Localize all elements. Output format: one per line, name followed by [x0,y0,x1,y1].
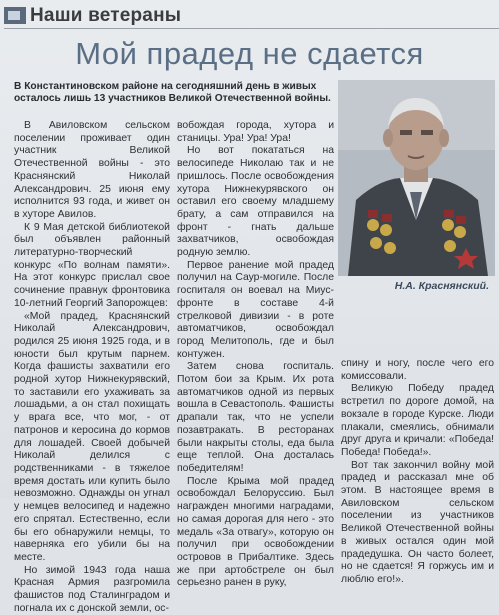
paragraph: После Крыма мой прадед освобождал Белоруссию. Был награжден многими наградами, но самая дорогая для него - это медаль «За отвагу», которую он получил при освобождении островов в Прибалтике. Здесь же при артобстреле он был серьезно ранен в руку, [177,475,334,589]
article-lead: В Константиновском районе на сегодняшний день в живых осталось лишь 13 участников Великой Отечественной войны. [14,81,331,105]
rubric-marker-inner [8,11,20,20]
section-rubric [4,4,499,29]
paragraph: Великую Победу прадед встретил по дороге домой, на вокзале в городе Курске. Люди плакали, смеялись, обнимали друг друга и кричали: «Победа! Победа! Победа!». [341,383,494,458]
paragraph: Но зимой 1943 года наша Красная Армия разгромила фашистов под Сталинградом и погнала их с донской земли, ос- [14,564,170,614]
rubric-title: Наши ветераны [30,5,182,26]
paragraph: В Авиловском сельском поселении проживает один участник Великой Отечественной войны - это Краснянский Николай Александрович. 25 июня ему исполнится 93 года, и живет он в хуторе Авилов. [14,120,170,220]
article-headline: Мой прадед не сдается [75,36,424,71]
paragraph: Первое ранение мой прадед получил на Саур-могиле. После госпиталя он воевал на Миус-фронте в составе 4-й стрелковой дивизии - в роте автоматчиков, освобождал город Мелитополь, где и был контужен. [177,259,334,360]
article-column-3 [341,358,494,585]
veteran-photo [338,80,495,276]
paragraph: вобождая города, хутора и станицы. Ура! Ура! Ура! [177,120,334,144]
photo-caption: Н.А. Краснянский. [394,280,489,292]
paragraph: Затем снова госпиталь. Потом бои за Крым. Их рота автоматчиков одной из первых вошла в Севастополь. Фашисты драпали так, что не успели позавтракать. В ресторанах были накрыты столы, еда была еще теплой. Она досталась победителям! [177,361,334,474]
paragraph: К 9 Мая детской библиотекой был объявлен районный литературно-творческий конкурс «По волнам памяти». На этот конкурс прислал свое сочинение правнук фронтовика 10-летний Георгий Запорожцев: [14,221,170,309]
paragraph: спину и ногу, после чего его комиссовали. [341,358,494,382]
paragraph: «Мой прадед, Краснянский Николай Александрович, родился 25 июня 1925 года, и в юности был крутым парнем. Когда фашисты захватили его родной хутор Нижнекурявский, то заставили его ухаживать за лошадьми, а он стал похищать у врага все, что мог, - от патронов и керосина до кормов для лошадей. Своей добычей Николай делился с родственниками - в тяжелое время достать или купить было невозможно. Однажды он угнал у немцев велосипед и надежно его спрятал. Естественно, если бы его обнаружили немцы, то наверняка его убили бы на месте. [14,310,170,563]
article-column-1 [14,120,170,614]
paragraph: Но вот покататься на велосипеде Николаю так и не пришлось. После освобождения хутора Нижнекурявского он оставил его своему младшему брату, а сам отправился на фронт - гнать дальше захватчиков, освобождая родную землю. [177,145,334,259]
paragraph: Вот так закончил войну мой прадед и рассказал мне об этом. В настоящее время в Авиловском сельском поселении из участников Великой Отечественной войны в живых остался один мой прадедушка. Он часто болеет, но не сдается! Я горжусь им и люблю его!». [341,459,494,585]
veteran-portrait-image [338,80,495,276]
article-column-2 [177,120,334,589]
